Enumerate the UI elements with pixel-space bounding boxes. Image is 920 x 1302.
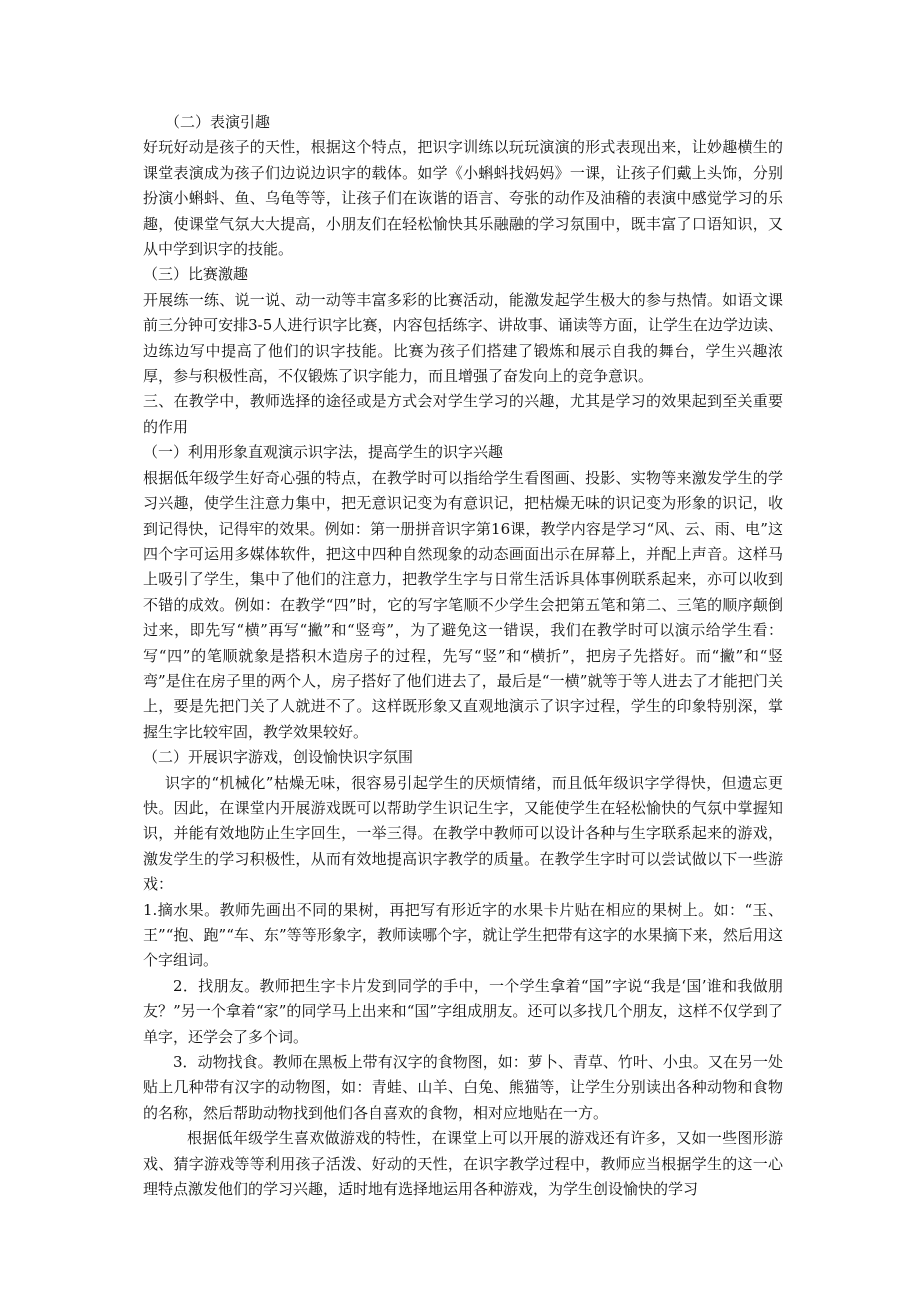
heading-performance: （二）表演引趣 <box>165 113 271 131</box>
section-three-heading: 三、在教学中，教师选择的途径或是方式会对学生学习的兴趣，尤其是学习的效果起到至关重要的作用 <box>143 392 783 436</box>
paragraph-performance: 好玩好动是孩子的天性，根据这个特点，把识字训练以玩玩演演的形式表现出来，让妙趣横生的课堂表演成为孩子们边说边识字的载体。如学《小蝌蚪找妈妈》一课，让孩子们戴上头饰，分别扮演小蝌蚪、鱼、乌龟等等，让孩子们在诙谐的语言、夸张的动作及油稽的表演中感觉学习的乐趣，使课堂气氛大大提高，小朋友们在轻松愉快其乐融融的学习氛围中，既丰富了口语知识，又从中学到识字的技能。 <box>143 138 783 259</box>
heading-games: （二）开展识字游戏，创设愉快识字氛围 <box>143 748 414 767</box>
heading-visual-demo: （一）利用形象直观演示识字法，提高学生的识字兴趣 <box>143 443 504 462</box>
list-item-animal-food: 3．动物找食。教师在黑板上带有汉字的食物图，如：萝卜、青草、竹叶、小虫。又在另一处贴上几种带有汉字的动物图，如：青蛙、山羊、白兔、熊猫等，让学生分别读出各种动物和食物的名称，然后帮助动物找到他们各自喜欢的食物，相对应地贴在一方。 <box>143 1053 783 1122</box>
paragraph-games-intro: 识字的“机械化”枯燥无味，很容易引起学生的厌烦情绪，而且低年级识字学得快，但遗忘更快。因此，在课堂内开展游戏既可以帮助学生识记生字，又能使学生在轻松愉快的气氛中掌握知识，并能有效地防止生字回生，一举三得。在教学中教师可以设计各种与生字联系起来的游戏，激发学生的学习积极性，从而有效地提高识字教学的质量。在教学生字时可以尝试做以下一些游戏： <box>143 773 783 894</box>
heading-competition: （三）比赛激趣 <box>143 265 249 284</box>
paragraph-visual-demo: 根据低年级学生好奇心强的特点，在教学时可以指给学生看图画、投影、实物等来激发学生的学习兴趣，使学生注意力集中，把无意识记变为有意识记，把枯燥无味的识记变为形象的识记，收到记得快，记得牢的效果。例如：第一册拼音识字第16课，教学内容是学习“风、云、雨、电”这四个字可运用多媒体软件，把这中四种自然现象的动态画面出示在屏幕上，并配上声音。这样马上吸引了学生，集中了他们的注意力，把教学生字与日常生活诉具体事例联系起来，亦可以收到不错的成效。例如：在教学“四”时，它的写字笔顺不少学生会把第五笔和第二、三笔的顺序颠倒过来，即先写“横”再写“撇”和“竖弯”，为了避免这一错误，我们在教学时可以演示给学生看：写“四”的笔顺就象是搭积木造房子的过程，先写“竖”和“横折”，把房子先搭好。而“撇”和“竖弯”是住在房子里的两个人，房子搭好了他们进去了，最后是“一横”就等于等人进去了才能把门关上，要是先把门关了人就进不了。这样既形象又直观地演示了识字过程，学生的印象特别深，掌握生字比较牢固，教学效果较好。 <box>143 468 783 741</box>
document-body <box>143 110 783 1202</box>
paragraph-closing: 根据低年级学生喜欢做游戏的特性，在课堂上可以开展的游戏还有许多，又如一些图形游戏、猜字游戏等等利用孩子活泼、好动的天性，在识字教学过程中，教师应当根据学生的这一心理特点激发他们的学习兴趣，适时地有选择地运用各种游戏，为学生创设愉快的学习 <box>143 1129 783 1199</box>
list-item-find-friends: 2．找朋友。教师把生字卡片发到同学的手中，一个学生拿着“国”字说“我是‘国’谁和我做朋友？”另一个拿着“家”的同学马上出来和“国”字组成朋友。还可以多找几个朋友，这样不仅学到了单字，还学会了多个词。 <box>143 976 783 1046</box>
paragraph-competition: 开展练一练、说一说、动一动等丰富多彩的比赛活动，能激发起学生极大的参与热情。如语文课前三分钟可安排3-5人进行识字比赛，内容包括练字、讲故事、诵读等方面，让学生在边学边读、边练边写中提高了他们的识字技能。比赛为孩子们搭建了锻炼和展示自我的舞台，学生兴趣浓厚，参与积极性高，不仅锻炼了识字能力，而且增强了奋发向上的竞争意识。 <box>143 290 783 386</box>
list-item-pick-fruit: 1.摘水果。教师先画出不同的果树，再把写有形近字的水果卡片贴在相应的果树上。如：“玉、王”“抱、跑”“车、东”等等形象字，教师读哪个字，就让学生把带有这字的水果摘下来，然后用这个字组词。 <box>143 900 783 970</box>
